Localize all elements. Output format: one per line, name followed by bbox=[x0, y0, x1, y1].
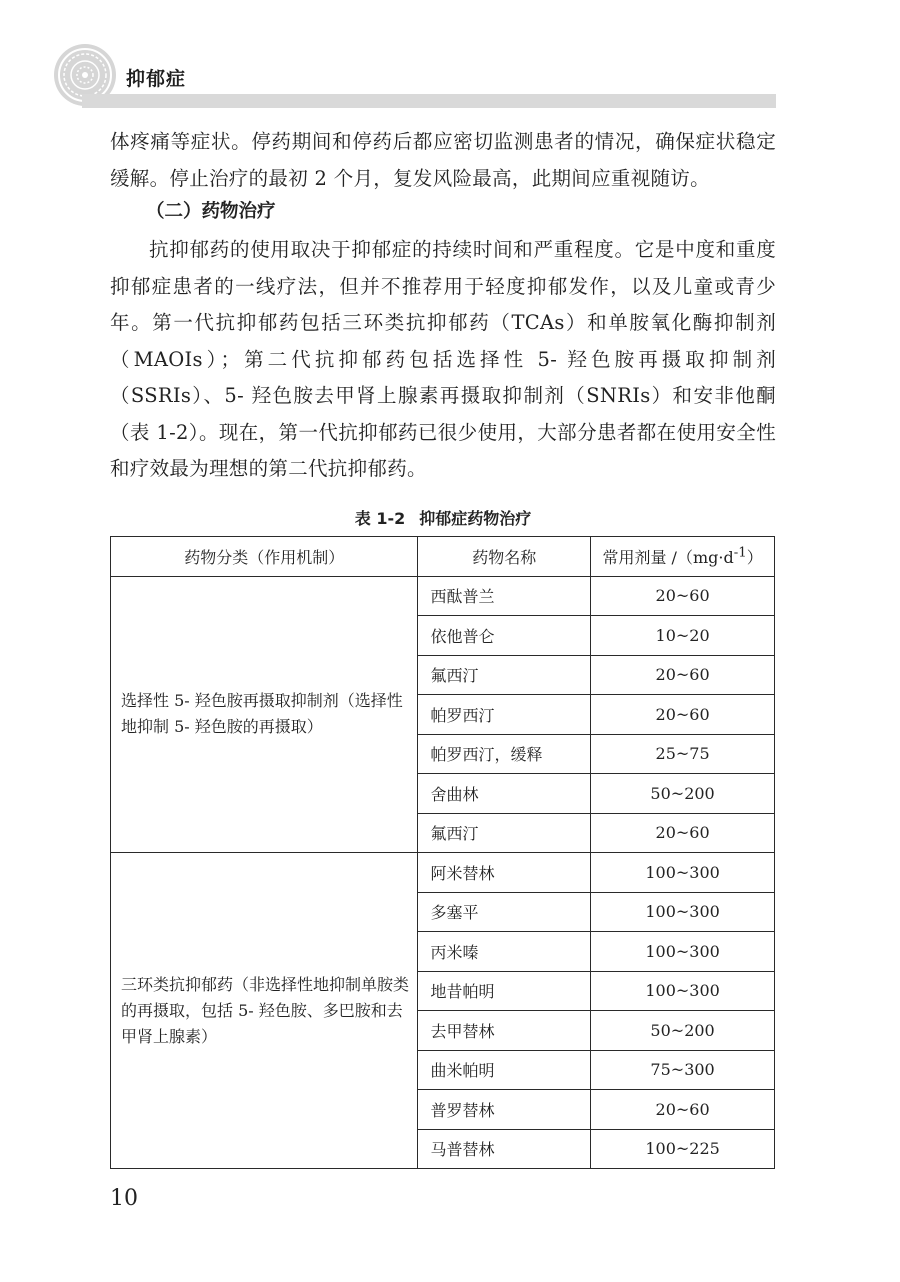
table-header-row bbox=[111, 537, 775, 577]
drug-name-cell: 阿米替林 bbox=[418, 853, 591, 893]
table-body bbox=[111, 576, 775, 1169]
dose-cell: 20~60 bbox=[591, 813, 775, 853]
table-row bbox=[111, 853, 775, 893]
drug-name-cell: 帕罗西汀 bbox=[418, 695, 591, 735]
dose-cell: 20~60 bbox=[591, 576, 775, 616]
table-caption bbox=[110, 506, 776, 529]
dose-cell: 100~300 bbox=[591, 892, 775, 932]
dose-cell: 100~300 bbox=[591, 932, 775, 972]
header-category: 药物分类（作用机制） bbox=[111, 537, 418, 577]
dose-cell: 100~225 bbox=[591, 1129, 775, 1169]
table-number: 表 1-2 bbox=[354, 509, 406, 528]
drug-category-cell: 选择性 5- 羟色胺再摄取抑制剂（选择性地抑制 5- 羟色胺的再摄取） bbox=[111, 576, 418, 853]
drug-name-cell: 马普替林 bbox=[418, 1129, 591, 1169]
dose-cell: 25~75 bbox=[591, 734, 775, 774]
running-header bbox=[52, 42, 776, 110]
dose-cell: 100~300 bbox=[591, 853, 775, 893]
chapter-title: 抑郁症 bbox=[126, 68, 187, 90]
header-dose bbox=[591, 537, 775, 577]
header-bar bbox=[82, 94, 776, 108]
dose-cell: 75~300 bbox=[591, 1050, 775, 1090]
drug-name-cell: 舍曲林 bbox=[418, 774, 591, 814]
drug-name-cell: 去甲替林 bbox=[418, 1011, 591, 1051]
dose-cell: 100~300 bbox=[591, 971, 775, 1011]
drug-name-cell: 依他普仑 bbox=[418, 616, 591, 656]
paragraph-1: 体疼痛等症状。停药期间和停药后都应密切监测患者的情况，确保症状稳定缓解。停止治疗的最初 2 个月，复发风险最高，此期间应重视随访。 bbox=[110, 130, 776, 190]
drug-table bbox=[110, 536, 775, 1169]
table-title: 抑郁症药物治疗 bbox=[419, 509, 532, 528]
dose-cell: 50~200 bbox=[591, 774, 775, 814]
header-drug-name: 药物名称 bbox=[418, 537, 591, 577]
drug-name-cell: 地昔帕明 bbox=[418, 971, 591, 1011]
header-dose-suffix: ） bbox=[746, 547, 763, 567]
drug-name-cell: 普罗替林 bbox=[418, 1090, 591, 1130]
drug-name-cell: 曲米帕明 bbox=[418, 1050, 591, 1090]
drug-category-cell: 三环类抗抑郁药（非选择性地抑制单胺类的再摄取，包括 5- 羟色胺、多巴胺和去甲肾上腺素） bbox=[111, 853, 418, 1169]
dose-cell: 20~60 bbox=[591, 655, 775, 695]
page-number: 10 bbox=[110, 1186, 138, 1211]
drug-name-cell: 氟西汀 bbox=[418, 655, 591, 695]
header-dose-sup: -1 bbox=[733, 545, 747, 561]
drug-name-cell: 丙米嗪 bbox=[418, 932, 591, 972]
table-row bbox=[111, 576, 775, 616]
drug-name-cell: 氟西汀 bbox=[418, 813, 591, 853]
drug-name-cell: 多塞平 bbox=[418, 892, 591, 932]
dose-cell: 20~60 bbox=[591, 695, 775, 735]
dose-cell: 20~60 bbox=[591, 1090, 775, 1130]
dose-cell: 10~20 bbox=[591, 616, 775, 656]
section-heading: （二）药物治疗 bbox=[146, 201, 276, 222]
header-dose-prefix: 常用剂量 /（mg·d bbox=[602, 547, 734, 567]
dose-cell: 50~200 bbox=[591, 1011, 775, 1051]
paragraph-2: 抗抑郁药的使用取决于抑郁症的持续时间和严重程度。它是中度和重度抑郁症患者的一线疗法，但并不推荐用于轻度抑郁发作，以及儿童或青少年。第一代抗抑郁药包括三环类抗抑郁药（TCAs）和单胺氧化酶抑制剂（MAOIs）；第二代抗抑郁药包括选择性 5- 羟色胺再摄取抑制剂（SSRIs）、5- 羟色胺去甲肾上腺素再摄取抑制剂（SNRIs）和安非他酮（表 1-2）。现在，第一代抗抑郁药已很少使用，大部分患者都在使用安全性和疗效最为理想的第二代抗抑郁药。 bbox=[110, 238, 776, 480]
drug-name-cell: 帕罗西汀，缓释 bbox=[418, 734, 591, 774]
drug-name-cell: 西酞普兰 bbox=[418, 576, 591, 616]
